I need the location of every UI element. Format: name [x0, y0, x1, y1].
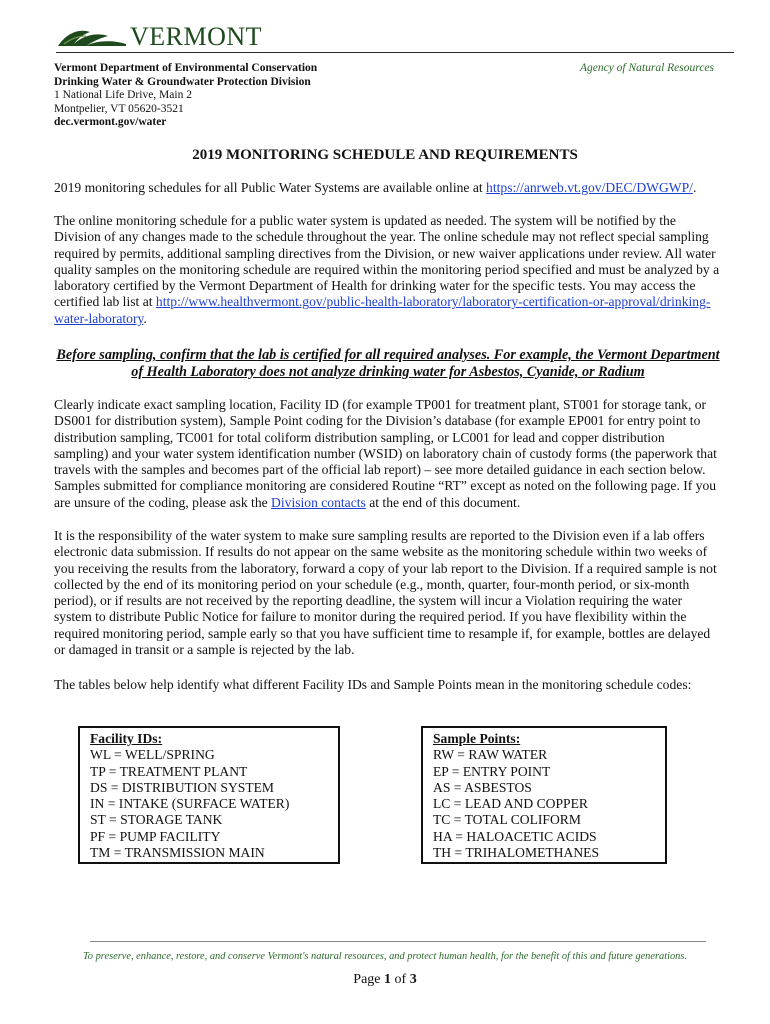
facility-item: WL = WELL/SPRING — [90, 747, 215, 763]
p1-text: 2019 monitoring schedules for all Public Water Systems are available online at — [54, 180, 487, 195]
page-total: 3 — [409, 972, 417, 987]
sample-item: LC = LEAD AND COPPER — [433, 796, 588, 812]
p1-end: . — [692, 180, 697, 195]
p3-text: Clearly indicate exact sampling location, Facility ID (for example TP001 for treatment plant, ST001 for storage tank, or DS001 for distribution system), Sample Point coding for the Division’s database (for example EP001 for entry point to distribution sampling, TC001 for total coliform distribution sampling, or LC001 for lead and copper distribution sampling) and your water system identification number (WSID) on laboratory chain of custody forms (the paperwork that travels with the samples and becomes part of the official lab report) – see more detailed guidance in each section below. Samples submitted for compliance monitoring are considered Routine “RT” except as noted on the following page. If you are unsure of the coding, please ask the — [54, 397, 717, 510]
facility-item: DS = DISTRIBUTION SYSTEM — [90, 779, 275, 795]
address-line-1: 1 National Life Drive, Main 2 — [54, 89, 192, 101]
paragraph-sampling-location — [54, 397, 722, 511]
facility-item: TP = TREATMENT PLANT — [90, 763, 248, 779]
page-title: 2019 MONITORING SCHEDULE AND REQUIREMENTS — [192, 147, 578, 163]
sample-item: TC = TOTAL COLIFORM — [433, 812, 581, 828]
sample-item: AS = ASBESTOS — [433, 779, 532, 795]
p3-end: at the end of this document. — [365, 494, 521, 510]
of-word: of — [394, 972, 407, 987]
org-name: Vermont Department of Environmental Conservation — [54, 62, 318, 74]
sample-item: HA = HALOACETIC ACIDS — [433, 828, 597, 844]
paragraph-schedules — [54, 180, 722, 196]
facility-item: IN = INTAKE (SURFACE WATER) — [90, 796, 290, 812]
page-number — [0, 972, 770, 988]
agency-name: Agency of Natural Resources — [579, 62, 714, 74]
page-word: Page — [353, 972, 381, 987]
page-current: 1 — [384, 972, 392, 987]
website-text: dec.vermont.gov/water — [54, 116, 167, 128]
p2-text: The online monitoring schedule for a public water system is updated as needed. The system will be notified by the Division of any changes made to the schedule throughout the year. The online schedule may not reflect special sampling required by permits, additional sampling directives from the Division, or new waiver applications under review. All water quality samples on the monitoring schedule are required within the monitoring period specified and must be analyzed by a laboratory certified by the Vermont Department of Health for drinking water for the specific tests. You may access the certified lab list at — [54, 213, 720, 310]
sample-item: EP = ENTRY POINT — [433, 763, 551, 779]
sample-points-table — [421, 726, 667, 864]
paragraph-online-schedule — [54, 213, 722, 327]
paragraph-responsibility: It is the responsibility of the water system to make sure sampling results are reported to the Division even if a lab offers electronic data submission. If results do not appear on the same website as the monitoring schedule within two weeks of you receiving the results from the laboratory, forward a copy of your lab report to the Division. If a required sample is not collected by the end of its monitoring period on your schedule (e.g., month, quarter, four-month period, or six-month period), or if results are not received by the reporting deadline, the system will incur a Violation requiring the water system to distribute Public Notice for failure to monitor during the required period. If you have flexibility within the required monitoring period, sample early so that you have sufficient time to resample if, for example, bottles are delayed or damaged in transit or a sample is rejected by the lab. — [54, 528, 717, 658]
vermont-logo — [56, 18, 262, 50]
anrweb-link[interactable]: https://anrweb.vt.gov/DEC/DWGWP/ — [486, 180, 693, 195]
header-divider — [56, 52, 734, 53]
address-block — [54, 62, 317, 130]
division-contacts-link[interactable]: Division contacts — [271, 494, 366, 510]
paragraph-tables-intro: The tables below help identify what different Facility IDs and Sample Points mean in the monitoring schedule codes: — [54, 677, 692, 692]
footer-divider — [90, 941, 706, 942]
mountain-leaf-icon — [56, 22, 128, 50]
logo-wordmark: VERMONT — [130, 22, 263, 51]
lab-certification-warning: Before sampling, confirm that the lab is certified for all required analyses. For example, the Vermont Department of Health Laboratory does not analyze drinking water for Asbestos, Cyanide, or Radium — [56, 347, 720, 380]
p2-end: . — [143, 310, 147, 326]
sample-item: TH = TRIHALOMETHANES — [433, 845, 599, 861]
facility-item: PF = PUMP FACILITY — [90, 828, 221, 844]
footer-motto: To preserve, enhance, restore, and conserve Vermont's natural resources, and protect human health, for the benefit of this and future generations. — [82, 951, 688, 962]
facility-item: ST = STORAGE TANK — [90, 812, 223, 828]
address-line-2: Montpelier, VT 05620-3521 — [54, 102, 184, 115]
division-name: Drinking Water & Groundwater Protection Division — [54, 75, 311, 88]
certified-lab-link[interactable]: http://www.healthvermont.gov/public-health-laboratory/laboratory-certification-or-approval/drinking-water-laboratory — [54, 294, 711, 326]
facility-ids-header: Facility IDs: — [90, 731, 163, 746]
facility-item: TM = TRANSMISSION MAIN — [90, 845, 265, 861]
sample-points-header: Sample Points: — [433, 731, 521, 746]
sample-item: RW = RAW WATER — [433, 747, 548, 763]
facility-ids-table — [78, 726, 340, 864]
